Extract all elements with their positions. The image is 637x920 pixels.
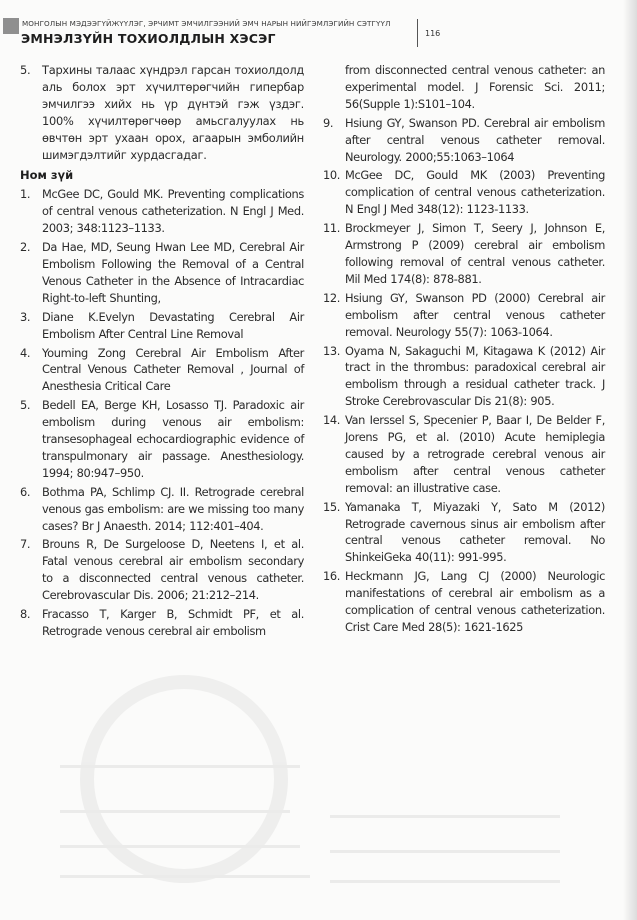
reference-item [20,606,304,640]
bleed-line [330,880,560,883]
reference-text: McGee DC, Gould MK. Preventing complications of central venous catheterization. N Engl J Med. 2003; 348:1123–1133. [42,187,304,236]
conclusion-item [20,62,304,163]
section-title: ЭМНЭЛЗҮЙН ТОХИОЛДЛЫН ХЭСЭГ [21,31,276,46]
reference-number: 11. [323,221,341,236]
reference-item [20,239,304,307]
reference-item [20,397,304,482]
left-column [20,62,304,642]
page-number: 116 [425,29,441,38]
reference-text: Hsiung GY, Swanson PD. Cerebral air embolism after central venous catheter removal. Neurology. 2000;55:1063–1064 [345,115,605,164]
header-marker-square [3,18,19,34]
right-column [323,62,605,638]
reference-text: Da Hae, MD, Seung Hwan Lee MD, Cerebral Air Embolism Following the Removal of a Central Venous Catheter in the Absence of Intracardiac Right-to-left Shunting, [42,240,304,305]
reference-text: Hsiung GY, Swanson PD (2000) Cerebral air embolism after central venous catheter removal. Neurology 55(7): 1063-1064. [345,290,605,339]
reference-item [323,343,605,411]
reference-number: 16. [323,569,341,584]
reference-item [323,412,605,497]
bleed-line [60,810,290,813]
reference-item [20,186,304,237]
reference-text: Oyama N, Sakaguchi M, Kitagawa K (2012) Air tract in the thrombus: paradoxical cerebral air embolism through a residual catheter track. J Stroke Cerebrovascular Dis 21(8): 905. [345,343,605,409]
running-header [0,18,637,58]
reference-text: Diane K.Evelyn Devastating Cerebral Air Embolism After Central Line Removal [42,309,304,341]
reference-text: Fracasso T, Karger B, Schmidt PF, et al. Retrograde venous cerebral air embolism [42,607,304,638]
reference-number: 14. [323,413,341,428]
reference-number: 5. [20,398,31,413]
reference-item [323,115,605,166]
show-through-from-reverse-page [60,665,580,915]
reference-number: 6. [20,484,31,499]
reference-number: 4. [20,345,31,360]
reference-number: 2. [20,240,31,255]
references-heading: Ном зүй [20,168,74,183]
reference-number: 12. [323,290,341,305]
reference-item [323,568,605,636]
reference-item [20,484,304,535]
reference-number: 7. [20,537,31,552]
reference-text: Yamanaka T, Miyazaki Y, Sato M (2012) Retrograde cavernous sinus air embolism after central venous catheter removal. No ShinkeiGeka 40(11): 991-995. [345,499,605,565]
reference-text: Brockmeyer J, Simon T, Seery J, Johnson E, Armstrong P (2009) cerebral air embolism following removal of central venous catheter. Mil Med 174(8): 878-881. [345,221,605,286]
reference-number: 13. [323,343,341,358]
reference-item [323,290,605,341]
reference-number: 1. [20,187,31,202]
reference-number: 9. [323,115,334,130]
reference-item [323,167,605,218]
reference-continuation: from disconnected central venous catheter: an experimental model. J Forensic Sci. 2011; 56(Supple 1):S101–104. [345,63,605,111]
reference-number: 15. [323,499,341,514]
references-list-left [20,186,304,640]
reference-item [323,220,605,288]
reference-text: Bothma PA, Schlimp CJ. II. Retrograde cerebral venous gas embolism: are we missing too many cases? Br J Anaesth. 2014; 112:401–404. [42,484,304,533]
reference-number: 10. [323,168,341,183]
journal-title: МОНГОЛЫН МЭДЭЭГҮЙЖҮҮЛЭГ, ЭРЧИМТ ЭМЧИЛГЭЭНИЙ ЭМЧ НАРЫН НИЙГЭМЛЭГИЙН СЭТГҮҮЛ [22,19,391,28]
page-edge-shadow [623,0,637,920]
item-text: Тархины талаас хүндрэл гарсан тохиолдолд аль болох эрт хүчилтөрөгчийн гипербар эмчилгээ хийх нь үр дүнтэй гэж үздэг. 100% хүчилтөрөгчөөр амьсгалуулах нь өвчтөн эрт ухаан орох, агаарын эмболийн шимэгдэлтийг хурдасгадаг. [42,63,304,162]
bleed-line [60,875,310,878]
bleed-line [330,850,560,853]
reference-item [20,345,304,396]
reference-number: 8. [20,607,31,622]
reference-text: Bedell EA, Berge KH, Losasso TJ. Paradoxic air embolism during venous air embolism: transesophageal echocardiographic evidence of transpulmonary air passage. Anesthesiology. 1994; 80:947–950. [42,398,304,480]
reference-item [20,536,304,604]
reference-item [323,499,605,567]
reference-text: Heckmann JG, Lang CJ (2000) Neurologic manifestations of cerebral air embolism as a complication of central venous catheterization. Crist Care Med 28(5): 1621-1625 [345,569,605,634]
reference-text: Youming Zong Cerebral Air Embolism After Central Venous Catheter Removal , Journal of Anesthesia Critical Care [42,345,304,394]
bleed-circle-shape [80,675,288,883]
bleed-line [330,815,560,818]
reference-item [20,309,304,343]
reference-text: Van Ierssel S, Specenier P, Baar I, De Belder F, Jorens PG, et al. (2010) Acute hemiplegia caused by a retrograde cerebral venous air embolism after central venous catheter removal: an illustrative case. [345,413,605,495]
reference-number: 3. [20,309,31,324]
bleed-line [60,845,300,848]
bleed-line [60,765,300,768]
reference-text: Brouns R, De Surgeloose D, Neetens I, et al. Fatal venous cerebral air embolism secondary to a disconnected central venous catheter. Cerebrovascular Dis. 2006; 21:212–214. [42,537,304,603]
reference-text: McGee DC, Gould MK (2003) Preventing complication of central venous catheterization. N Engl J Med 348(12): 1123-1133. [345,168,605,217]
header-divider [417,19,418,47]
item-number: 5. [20,63,31,77]
